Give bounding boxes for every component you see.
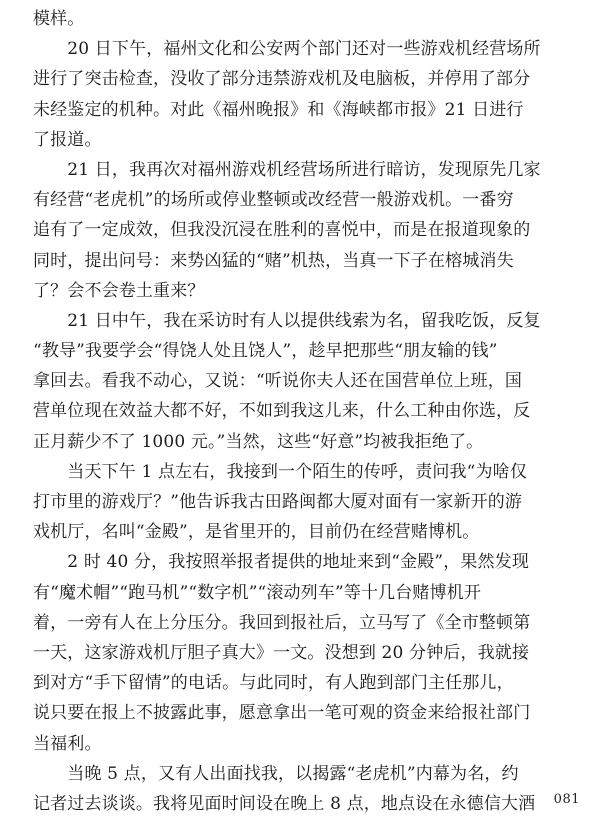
text-line: 到对方“手下留情”的电话。与此同时，有人跑到部门主任那儿，	[33, 673, 514, 694]
text-line: 记者过去谈谈。我将见面时间设在晚上 8 点，地点设在永德信大酒	[33, 793, 536, 814]
text-line: 进行了突击检查，没收了部分违禁游戏机及电脑板，并停用了部分	[33, 69, 531, 90]
paragraph	[33, 34, 569, 155]
text-line: 同时，提出问号：来势凶猛的“赌”机热，当真一下子在榕城消失	[33, 250, 514, 271]
paragraph	[33, 155, 569, 306]
text-line: 模样。	[33, 9, 85, 29]
text-line: 说只要在报上不披露此事，愿意拿出一笔可观的资金来给报社部门	[33, 703, 531, 724]
body-text	[33, 4, 569, 819]
paragraph	[33, 759, 569, 819]
text-line: 了？会不会卷土重来？	[33, 280, 205, 301]
text-line: 当福利。	[33, 733, 102, 754]
text-line: “教导”我要学会“得饶人处且饶人”，趁早把那些“朋友输的钱”	[33, 341, 498, 362]
text-line: 21 日中午，我在采访时有人以提供线索为名，留我吃饭，反复	[33, 310, 541, 331]
paragraph	[33, 4, 569, 34]
text-line: 有“魔术帽”“跑马机”“数字机”“滚动列车”等十几台赌博机开	[33, 582, 482, 603]
text-line: 一天，这家游戏机厅胆子真大》一文。没想到 20 分钟后，我就接	[33, 642, 530, 663]
text-line: 拿回去。看我不动心，又说：“听说你夫人还在国营单位上班，国	[33, 371, 523, 392]
text-line: 20 日下午，福州文化和公安两个部门还对一些游戏机经营场所	[33, 39, 541, 60]
paragraph	[33, 547, 569, 758]
text-line: 当天下午 1 点左右，我接到一个陌生的传呼，责问我“为啥仅	[33, 461, 527, 482]
paragraph	[33, 457, 569, 548]
paragraph	[33, 306, 569, 457]
text-line: 着，一旁有人在上分压分。我回到报社后，立马写了《全市整顿第	[33, 612, 531, 633]
text-line: 追有了一定成效，但我没沉浸在胜利的喜悦中，而是在报道现象的	[33, 220, 531, 241]
text-line: 打市里的游戏厅？”他告诉我古田路闽都大厦对面有一家新开的游	[33, 492, 523, 512]
text-line: 未经鉴定的机种。对此《福州晚报》和《海峡都市报》21 日进行	[33, 99, 524, 120]
text-line: 21 日，我再次对福州游戏机经营场所进行暗访，发现原先几家	[33, 159, 541, 180]
text-line: 2 时 40 分，我按照举报者提供的地址来到“金殿”，果然发现	[33, 552, 529, 573]
text-line: 了报道。	[33, 129, 102, 150]
text-line: 营单位现在效益大都不好，不如到我这儿来，什么工种由你选，反	[33, 401, 531, 422]
text-line: 当晚 5 点，又有人出面找我，以揭露“老虎机”内幕为名，约	[33, 763, 519, 784]
text-line: 戏机厅，名叫“金殿”，是省里开的，目前仍在经营赌博机。	[33, 522, 480, 543]
text-line: 有经营“老虎机”的场所或停业整顿或改经营一般游戏机。一番穷	[33, 190, 514, 211]
text-line: 正月薪少不了 1000 元。”当然，这些“好意”均被我拒绝了。	[33, 431, 484, 452]
page-number: 081	[553, 792, 580, 807]
